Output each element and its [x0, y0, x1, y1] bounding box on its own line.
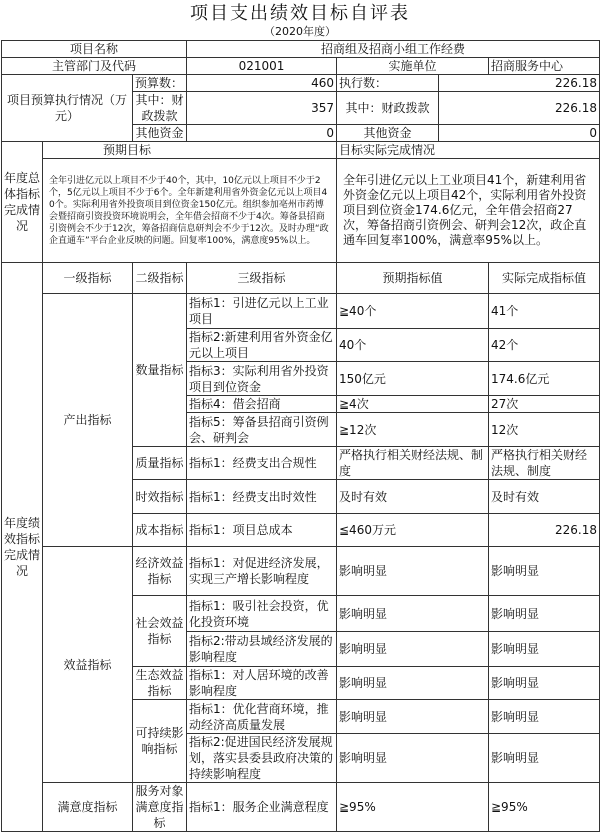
indicator-l3: 指标3：实际利用省外投资项目到位资金 [187, 362, 337, 396]
indicator-actual: 影响明显 [489, 632, 600, 667]
indicator-l3: 指标1：经费支出时效性 [187, 480, 337, 514]
indicator-actual: 12次 [489, 413, 600, 447]
planned-value: 460 [187, 75, 337, 92]
planned-other-value: 0 [187, 125, 337, 142]
self-evaluation-table [1, 40, 600, 832]
sustain-label: 可持续影响指标 [133, 700, 187, 783]
header-l1: 一级指标 [43, 263, 133, 294]
indicator-l3: 指标4：借会招商 [187, 396, 337, 413]
indicator-l3: 指标2:促进国民经济发展规划，落实县委县政府决策的持续影响程度 [187, 734, 337, 783]
indicator-l3: 指标1：吸引社会投资，优化投资环境 [187, 596, 337, 632]
dept-label: 主管部门及代码 [2, 58, 187, 75]
exec-fiscal-label: 其中：财政拨款 [337, 92, 439, 125]
planned-other-label: 其他资金 [133, 125, 187, 142]
indicator-expected: 150亿元 [337, 362, 489, 396]
indicator-expected: ≦460万元 [337, 514, 489, 547]
indicator-expected: 严格执行相关财经法规、制度 [337, 447, 489, 480]
header-l2: 二级指标 [133, 263, 187, 294]
indicator-l3: 指标1：经费支出合规性 [187, 447, 337, 480]
indicator-actual: 226.18 [489, 514, 600, 547]
perf-label: 年度绩效指标完成情况 [2, 263, 43, 832]
indicator-expected: 影响明显 [337, 596, 489, 632]
exec-other-label: 其他资金 [337, 125, 439, 142]
dept-code: 021001 [187, 58, 337, 75]
exec-fiscal-value: 226.18 [439, 92, 600, 125]
indicator-actual: 影响明显 [489, 700, 600, 734]
indicator-expected: 影响明显 [337, 632, 489, 667]
indicator-l3: 指标5：筹备县招商引资例会、研判会 [187, 413, 337, 447]
indicator-expected: 及时有效 [337, 480, 489, 514]
planned-fiscal-value: 357 [187, 92, 337, 125]
timeliness-label: 时效指标 [133, 480, 187, 514]
indicator-actual: ≧95% [489, 783, 600, 832]
planned-label: 预算数： [133, 75, 187, 92]
cost-label: 成本指标 [133, 514, 187, 547]
social-label: 社会效益指标 [133, 596, 187, 667]
quantity-label: 数量指标 [133, 294, 187, 447]
indicator-actual: 27次 [489, 396, 600, 413]
overall-actual-header: 目标实际完成情况 [337, 142, 600, 159]
overall-planned-text: 全年引进亿元以上项目不少于40个，其中，10亿元以上项目不少于2个，5亿元以上项目不少于6个。全年新建利用省外资金亿元以上项目40个。实际利用省外投资项目到位资金150亿元。组织参加亳州市药博会暨招商引资投资环境说明会，全年借会招商不少于4次。筹备县招商引资例会不少于12次，筹备招商信息研判会不少于12次。及时办理“政企直通车”平台企业反映的问题。回复率100%，满意度95%以上。 [43, 159, 337, 263]
indicator-actual: 影响明显 [489, 596, 600, 632]
budget-label: 项目预算执行情况（万元） [2, 75, 133, 142]
satisfaction-l2: 服务对象满意度指标 [133, 783, 187, 832]
economic-label: 经济效益指标 [133, 547, 187, 596]
document-year: （2020年度） [264, 25, 336, 38]
indicator-l3: 指标2:带动县域经济发展的影响程度 [187, 632, 337, 667]
output-label: 产出指标 [43, 294, 133, 547]
indicator-actual: 及时有效 [489, 480, 600, 514]
indicator-l3: 指标1：对促进经济发展，实现三产增长影响程度 [187, 547, 337, 596]
exec-other-value: 0 [439, 125, 600, 142]
indicator-actual: 影响明显 [489, 734, 600, 783]
indicator-l3: 指标2:新建利用省外资金亿元以上项目 [187, 329, 337, 362]
indicator-actual: 42个 [489, 329, 600, 362]
indicator-l3: 指标1：服务企业满意程度 [187, 783, 337, 832]
indicator-l3: 指标1：项目总成本 [187, 514, 337, 547]
indicator-l3: 指标1：对人居环境的改善影响程度 [187, 667, 337, 700]
overall-planned-header: 预期目标 [43, 142, 337, 159]
indicator-expected: ≧12次 [337, 413, 489, 447]
indicator-expected: 影响明显 [337, 547, 489, 596]
exec-value: 226.18 [439, 75, 600, 92]
header-l3: 三级指标 [187, 263, 337, 294]
overall-actual-text: 全年引进亿元以上工业项目41个，新建利用省外资金亿元以上项目42个，实际利用省外投资项目到位资金174.6亿元，全年借会招商27次，筹备招商引资例会、研判会12次，政企直通车回复率100%，满意率95%以上。 [337, 159, 600, 263]
indicator-actual: 41个 [489, 294, 600, 329]
quality-label: 质量指标 [133, 447, 187, 480]
impl-unit-value: 招商服务中心 [489, 58, 600, 75]
header-expected: 预期指标值 [337, 263, 489, 294]
indicator-expected: 影响明显 [337, 734, 489, 783]
exec-label: 执行数： [337, 75, 439, 92]
indicator-expected: ≧95% [337, 783, 489, 832]
indicator-expected: ≧4次 [337, 396, 489, 413]
project-name-label: 项目名称 [2, 41, 187, 58]
indicator-l3: 指标1：引进亿元以上工业项目 [187, 294, 337, 329]
overall-label: 年度总体指标完成情况 [2, 142, 43, 263]
document-title: 项目支出绩效目标自评表 [190, 3, 410, 24]
eco-label: 生态效益指标 [133, 667, 187, 700]
indicator-actual: 174.6亿元 [489, 362, 600, 396]
indicator-expected: 40个 [337, 329, 489, 362]
indicator-expected: 影响明显 [337, 700, 489, 734]
benefit-label: 效益指标 [43, 547, 133, 783]
indicator-actual: 严格执行相关财经法规、制度 [489, 447, 600, 480]
indicator-expected: ≧40个 [337, 294, 489, 329]
project-name-value: 招商组及招商小组工作经费 [187, 41, 600, 58]
indicator-l3: 指标1：优化营商环境，推动经济高质量发展 [187, 700, 337, 734]
indicator-expected: 影响明显 [337, 667, 489, 700]
satisfaction-label: 满意度指标 [43, 783, 133, 832]
indicator-actual: 影响明显 [489, 547, 600, 596]
impl-unit-label: 实施单位 [337, 58, 489, 75]
planned-fiscal-label: 其中：财政拨款 [133, 92, 187, 125]
indicator-actual: 影响明显 [489, 667, 600, 700]
header-actual: 实际完成指标值 [489, 263, 600, 294]
